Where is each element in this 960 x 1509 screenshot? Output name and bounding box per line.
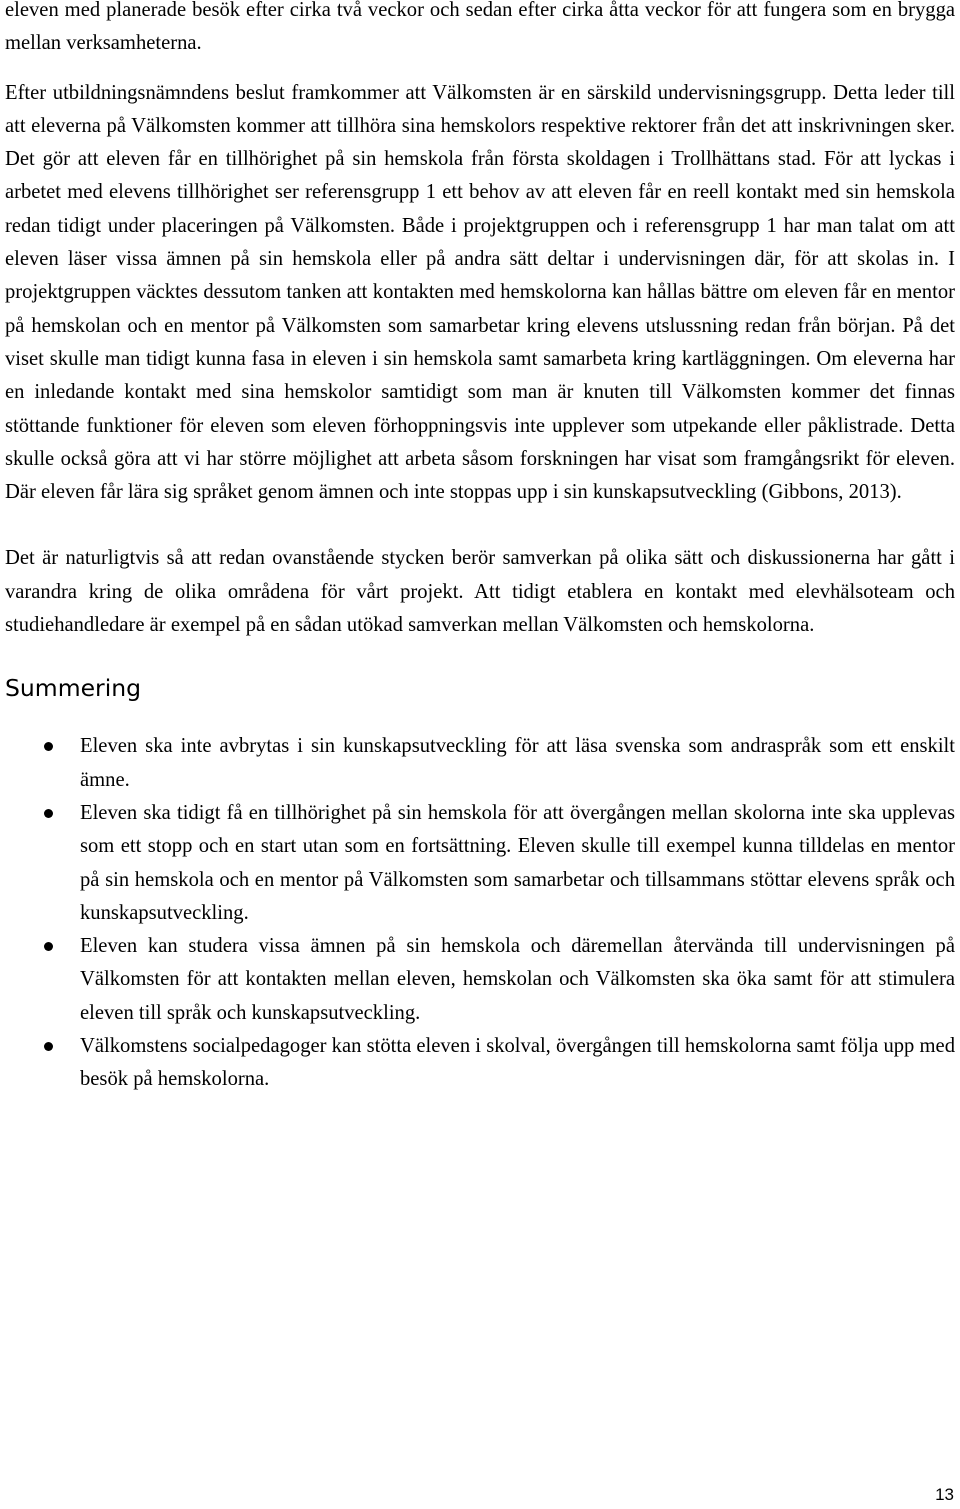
list-item-text: Välkomstens socialpedagoger kan stötta eleven i skolval, övergången till hemskolorna samt följa upp med besök på hemskolorna. [80,1035,955,1091]
page-number: 13 [935,1485,954,1504]
list-item [5,730,955,797]
section-heading: Summering [5,674,142,703]
bullet-icon [44,1042,53,1051]
paragraph-intro: eleven med planerade besök efter cirka två veckor och sedan efter cirka åtta veckor för att fungera som en brygga mellan verksamheterna. [5,0,955,55]
list-item [5,797,955,930]
list-item-text: Eleven ska tidigt få en tillhörighet på sin hemskola för att övergången mellan skolorna inte ska upplevas som ett stopp och en start utan som en fortsättning. Eleven skulle till exempel kunna tilldelas en mentor på sin hemskola och en mentor på Välkomsten som samarbetar och tillsammans stöttar elevens språk och kunskapsutveckling. [80,801,955,924]
bullet-icon [44,942,53,951]
list-item [5,930,955,1030]
list-item [5,1030,955,1097]
summary-list [5,730,955,1096]
list-item-text: Eleven ska inte avbrytas i sin kunskapsutveckling för att läsa svenska som andraspråk som ett enskilt ämne. [80,735,955,791]
document-page [5,0,955,1097]
paragraph-samverkan: Det är naturligtvis så att redan ovanstående stycken berör samverkan på olika sätt och diskussionerna har gått i varandra kring de olika områdena för vårt projekt. Att tidigt etablera en kontakt med elevhälsoteam och studiehandledare är exempel på en sådan utökad samverkan mellan Välkomsten och hemskolorna. [5,547,955,637]
list-item-text: Eleven kan studera vissa ämnen på sin hemskola och däremellan återvända till undervisningen på Välkomsten för att kontakten mellan eleven, hemskolan och Välkomsten ska öka samt för att stimulera eleven till språk och kunskapsutveckling. [80,935,955,1024]
bullet-icon [44,809,53,818]
paragraph-main: Efter utbildningsnämndens beslut framkommer att Välkomsten är en särskild undervisningsgrupp. Detta leder till att eleverna på Välkomsten kommer att tillhöra sina hemskolors respektive rektorer från det att inskrivningen sker. Det gör att eleven får en tillhörighet på sin hemskola från första skoldagen i Trollhättans stad. För att lyckas i arbetet med elevens tillhörighet ser referensgrupp 1 ett behov av att eleven får en reell kontakt med sin hemskola redan tidigt under placeringen på Välkomsten. Både i projektgruppen och i referensgrupp 1 har man talat om att eleven läser vissa ämnen på sin hemskola eller på andra sätt deltar i undervisningen där, för att skolas in. I projektgruppen väcktes dessutom tanken att kontakten med hemskolorna kan hållas bättre om eleven får en mentor på hemskolan och en mentor på Välkomsten som samarbetar kring elevens utslussning redan från början. På det viset skulle man tidigt kunna fasa in eleven i sin hemskola samt samarbeta kring kartläggningen. Om eleverna har en inledande kontakt med sina hemskolor samtidigt som man är knuten till Välkomsten kommer det finnas stöttande funktioner för eleven som eleven förhoppningsvis inte upplever som utpekande eller påklistrade. Detta skulle också göra att vi har större möjlighet att arbeta såsom forskningen har visat som framgångsrikt för eleven. Där eleven får lära sig språket genom ämnen och inte stoppas upp i sin kunskapsutveckling (Gibbons, 2013). [5,81,955,504]
bullet-icon [44,742,53,751]
